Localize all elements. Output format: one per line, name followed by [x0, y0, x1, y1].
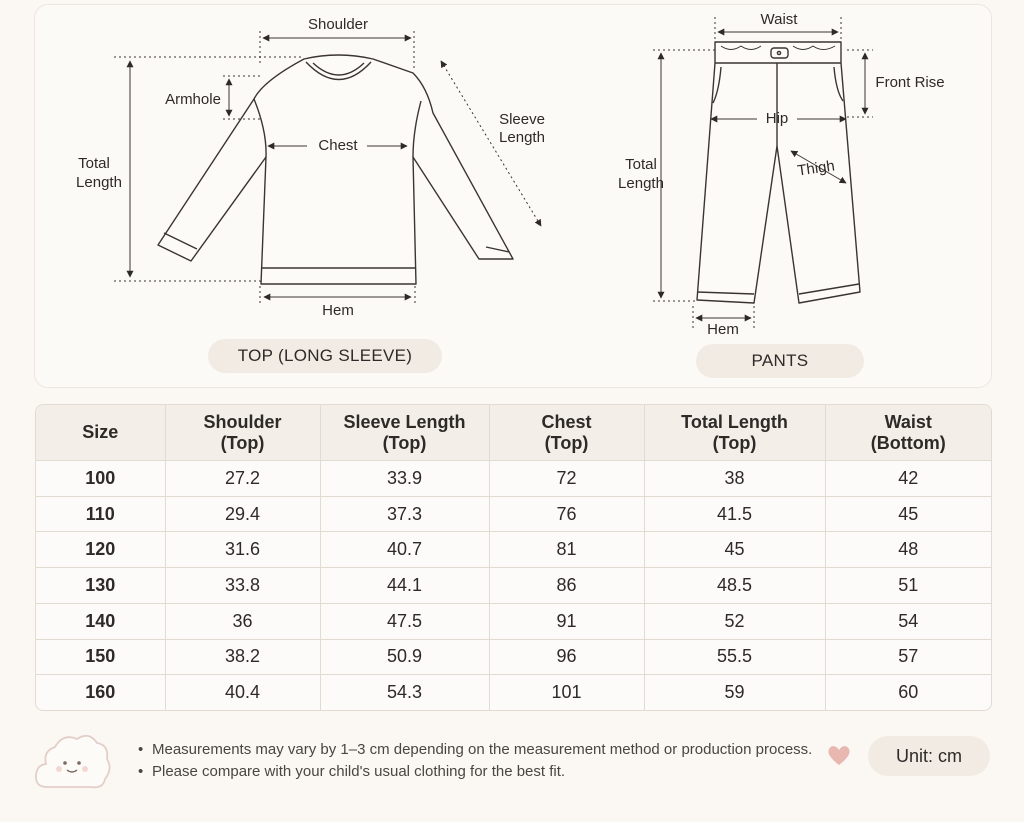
table-cell: 31.6 [165, 532, 320, 568]
table-cell: 45 [825, 496, 991, 532]
table-cell: 54.3 [320, 675, 489, 710]
measurement-diagram [35, 5, 991, 387]
table-row [36, 639, 991, 675]
table-cell: 41.5 [644, 496, 825, 532]
armhole-label: Armhole [165, 91, 221, 108]
table-cell: 29.4 [165, 496, 320, 532]
bullet-icon: • [138, 763, 144, 780]
table-cell: 60 [825, 675, 991, 710]
pants-hem-label: Hem [707, 321, 739, 338]
pants-total-length-label-1: Total [625, 156, 657, 173]
footer-notes [138, 739, 812, 783]
table-body [36, 461, 991, 711]
top-total-length-label-1: Total [78, 155, 110, 172]
column-header [36, 405, 165, 461]
table-row [36, 568, 991, 604]
thigh-label: Thigh [796, 157, 836, 180]
table-row [36, 675, 991, 710]
note-text: Please compare with your child's usual clothing for the best fit. [152, 763, 566, 780]
column-header [320, 405, 489, 461]
chest-label: Chest [318, 137, 358, 154]
table-cell: 38.2 [165, 639, 320, 675]
table-row [36, 603, 991, 639]
size-cell: 110 [36, 496, 165, 532]
sleeve-length-label-2: Length [499, 129, 545, 146]
size-cell: 160 [36, 675, 165, 710]
column-header-subtitle: (Top) [544, 432, 589, 453]
table-cell: 52 [644, 603, 825, 639]
table-cell: 55.5 [644, 639, 825, 675]
table-header-row [36, 405, 991, 461]
column-header [825, 405, 991, 461]
table-cell: 48 [825, 532, 991, 568]
table-cell: 86 [489, 568, 644, 604]
table-row [36, 496, 991, 532]
bullet-icon: • [138, 741, 144, 758]
diagram-card [34, 4, 992, 388]
table-cell: 27.2 [165, 461, 320, 497]
table-cell: 81 [489, 532, 644, 568]
column-header-title: Total Length [681, 411, 788, 432]
table-cell: 50.9 [320, 639, 489, 675]
size-table [36, 405, 991, 710]
column-header-subtitle: (Bottom) [870, 432, 946, 453]
top-hem-label: Hem [322, 302, 354, 319]
front-rise-label: Front Rise [875, 74, 945, 91]
table-cell: 59 [644, 675, 825, 710]
table-cell: 47.5 [320, 603, 489, 639]
table-cell: 44.1 [320, 568, 489, 604]
pants-caption-pill: PANTS [696, 344, 864, 378]
table-cell: 45 [644, 532, 825, 568]
cloud-face-icon [33, 727, 113, 797]
waist-label: Waist [760, 11, 798, 28]
column-header-title: Shoulder [203, 411, 282, 432]
note-line [138, 739, 812, 761]
column-header-title: Sleeve Length [343, 411, 466, 432]
note-text: Measurements may vary by 1–3 cm depending on the measurement method or production process. [152, 741, 813, 758]
table-cell: 101 [489, 675, 644, 710]
table-cell: 96 [489, 639, 644, 675]
column-header-subtitle: (Top) [220, 432, 265, 453]
size-cell: 120 [36, 532, 165, 568]
table-cell: 48.5 [644, 568, 825, 604]
table-cell: 54 [825, 603, 991, 639]
table-row [36, 461, 991, 497]
size-table-card [35, 404, 992, 711]
column-header-subtitle: (Top) [712, 432, 757, 453]
shoulder-label: Shoulder [307, 16, 369, 33]
size-cell: 130 [36, 568, 165, 604]
table-cell: 40.7 [320, 532, 489, 568]
column-header-subtitle: (Top) [382, 432, 427, 453]
table-cell: 51 [825, 568, 991, 604]
shirt-drawing [158, 55, 513, 284]
column-header [489, 405, 644, 461]
table-cell: 37.3 [320, 496, 489, 532]
table-row [36, 532, 991, 568]
table-cell: 42 [825, 461, 991, 497]
hip-label: Hip [765, 110, 789, 127]
unit-badge: Unit: cm [868, 736, 990, 776]
size-cell: 100 [36, 461, 165, 497]
table-cell: 72 [489, 461, 644, 497]
heart-icon [826, 742, 852, 768]
table-cell: 76 [489, 496, 644, 532]
column-header [644, 405, 825, 461]
table-cell: 38 [644, 461, 825, 497]
table-cell: 36 [165, 603, 320, 639]
column-header-title: Chest [541, 411, 592, 432]
table-cell: 91 [489, 603, 644, 639]
column-header [165, 405, 320, 461]
column-header-title: Waist [884, 411, 932, 432]
table-cell: 33.8 [165, 568, 320, 604]
size-cell: 150 [36, 639, 165, 675]
table-cell: 33.9 [320, 461, 489, 497]
sleeve-length-label-1: Sleeve [499, 111, 545, 128]
size-cell: 140 [36, 603, 165, 639]
note-line [138, 761, 812, 783]
table-cell: 40.4 [165, 675, 320, 710]
table-cell: 57 [825, 639, 991, 675]
column-header-title: Size [82, 422, 119, 442]
top-total-length-label-2: Length [76, 174, 122, 191]
top-caption-pill: TOP (LONG SLEEVE) [208, 339, 442, 373]
pants-total-length-label-2: Length [618, 175, 664, 192]
